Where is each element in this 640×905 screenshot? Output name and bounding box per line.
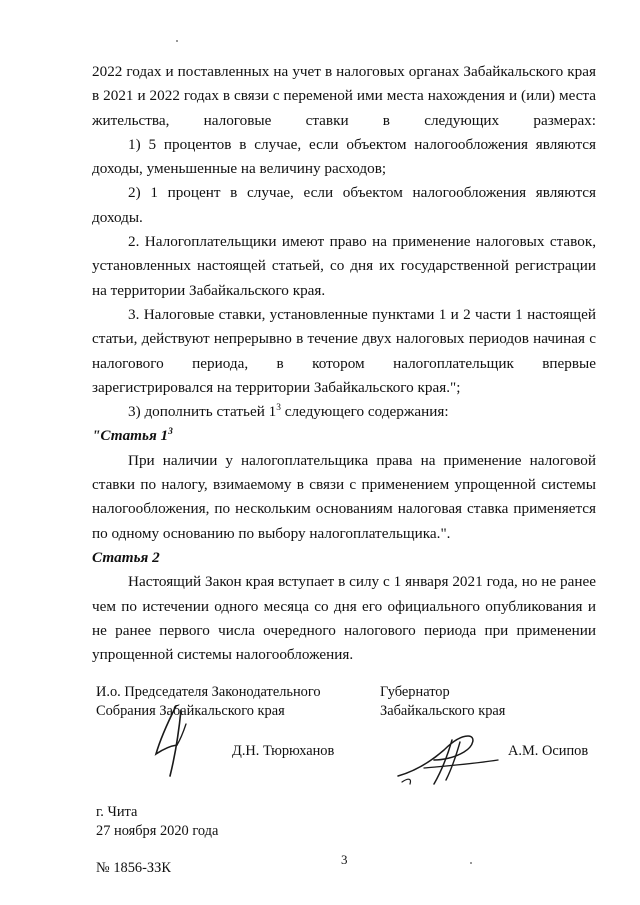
article-1-3-superscript: 3: [168, 427, 173, 438]
city: г. Чита: [96, 804, 138, 820]
add-article-text: 3) дополнить статьей 1: [128, 403, 277, 421]
signatory-left-title: [96, 683, 321, 721]
signatory-left-title-line-1: И.о. Председателя Законодательного: [96, 684, 321, 700]
paragraph-add-article: [92, 400, 596, 424]
scan-speck: [470, 862, 472, 864]
paragraph-rate-5-percent: 1) 5 процентов в случае, если объектом налогообложения являются доходы, уменьшенные на величину расходов;: [92, 135, 596, 178]
paragraph-point-2: 2. Налогоплательщики имеют право на применение налоговых ставок, установленных настоящей статьей, со дня их государственной регистрации на территории Забайкальского края.: [92, 233, 596, 299]
signature-left-handwritten: [146, 700, 206, 780]
article-2-heading: Статья 2: [92, 548, 160, 566]
signature-right-handwritten: [394, 730, 504, 788]
page-number: 3: [341, 852, 348, 867]
paragraph-point-3: 3. Налоговые ставки, установленные пунктами 1 и 2 части 1 настоящей статьи, действуют непрерывно в течение двух налоговых периодов начиная с налогового периода, в котором налогоплательщик впервые зарегистрировался на территории Забайкальского края.";: [92, 305, 596, 396]
article-1-3-heading-text: "Статья 1: [92, 427, 169, 445]
paragraph-rate-1-percent: 2) 1 процент в случае, если объектом налогообложения являются доходы.: [92, 184, 596, 226]
add-article-text-end: следующего содержания:: [280, 403, 449, 421]
signatory-right-title-line-2: Забайкальского края: [380, 703, 506, 719]
article-1-3-heading: [92, 424, 596, 448]
law-text: [92, 60, 596, 667]
paragraph-article-2: Настоящий Закон края вступает в силу с 1 января 2021 года, но не ранее чем по истечении одного месяца со дня его официального опубликования и не ранее первого числа очередного налогового периода при применении упрощенной системы налогообложения.: [92, 573, 596, 664]
paragraph-rates-intro: 2022 годах и поставленных на учет в налоговых органах Забайкальского края в 2021 и 2022 годах в связи с переменой ими места нахождения и (или) места жительства, налоговые ставки в следующих размерах:: [92, 63, 596, 129]
paragraph-article-1-3: При наличии у налогоплательщика права на применение налоговой ставки по налогу, взимаемому в связи с применением упрощенной системы налогообложения, по нескольким основаниям налоговая ставка применяется по одному основанию по выбору налогоплательщика.".: [92, 451, 596, 542]
signatory-right-name: А.М. Осипов: [508, 743, 589, 759]
scan-speck: [176, 40, 178, 42]
signatory-left-name: Д.Н. Тюрюханов: [232, 743, 335, 759]
law-number: № 1856-ЗЗК: [96, 860, 171, 876]
place-and-date: [96, 803, 218, 841]
signatory-right-title-line-1: Губернатор: [380, 684, 450, 700]
signatory-left-title-line-2: Собрания Забайкальского края: [96, 703, 285, 719]
signing-date: 27 ноября 2020 года: [96, 823, 219, 839]
add-article-superscript: 3: [276, 403, 281, 414]
signatory-right-title: [380, 683, 505, 721]
